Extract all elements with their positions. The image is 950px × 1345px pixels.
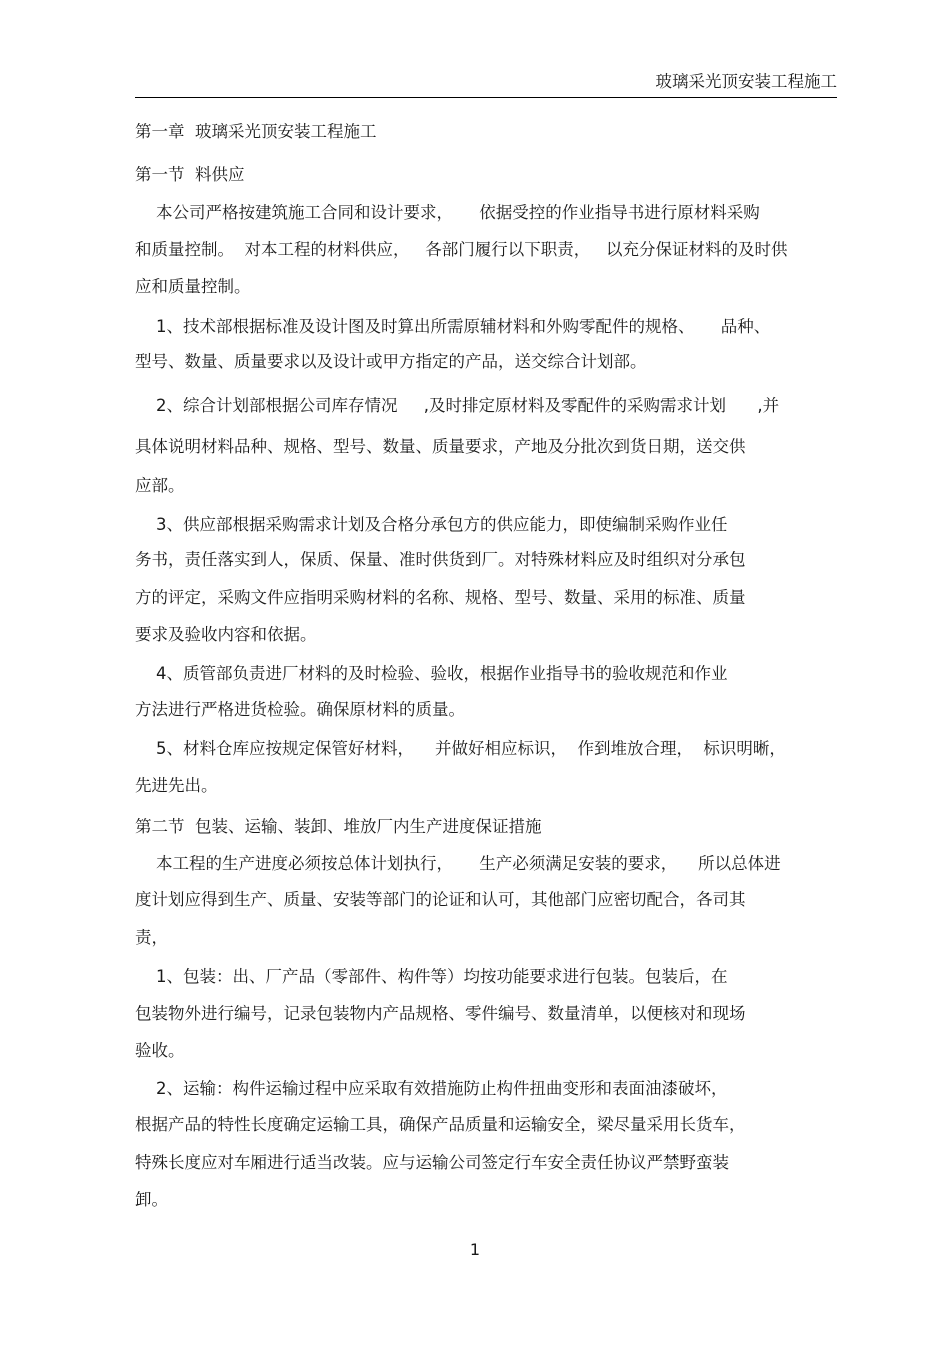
paragraph-line: 1、技术部根据标准及设计图及时算出所需原辅材料和外购零配件的规格、 品种、 <box>135 317 771 336</box>
page-number: 1 <box>469 1240 481 1259</box>
paragraph-line: 先进先出。 <box>135 776 218 795</box>
paragraph-line: 2、综合计划部根据公司库存情况 ,及时排定原材料及零配件的采购需求计划 ,并 <box>135 396 780 415</box>
paragraph-line: 本公司严格按建筑施工合同和设计要求， 依据受控的作业指导书进行原材料采购 <box>135 203 760 222</box>
paragraph-line: 本工程的生产进度必须按总体计划执行， 生产必须满足安装的要求， 所以总体进 <box>135 854 781 873</box>
section-title: 第二节 包装、运输、装卸、堆放厂内生产进度保证措施 <box>135 817 542 836</box>
paragraph-line: 度计划应得到生产、质量、安装等部门的论证和认可，其他部门应密切配合，各司其 <box>135 890 746 909</box>
paragraph-line: 根据产品的特性长度确定运输工具，确保产品质量和运输安全，梁尽量采用长货车， <box>135 1115 746 1134</box>
paragraph-line: 方法进行严格进货检验。确保原材料的质量。 <box>135 700 465 719</box>
paragraph-line: 卸。 <box>135 1190 168 1209</box>
paragraph-line: 包装物外进行编号，记录包装物内产品规格、零件编号、数量清单，以便核对和现场 <box>135 1004 746 1023</box>
paragraph-line: 5、材料仓库应按规定保管好材料， 并做好相应标识， 作到堆放合理， 标识明晰， <box>135 739 786 758</box>
paragraph-line: 应部。 <box>135 476 185 495</box>
paragraph-line: 4、质管部负责进厂材料的及时检验、验收，根据作业指导书的验收规范和作业 <box>135 664 728 683</box>
paragraph-line: 型号、数量、质量要求以及设计或甲方指定的产品，送交综合计划部。 <box>135 352 647 371</box>
chapter-title: 第一章 玻璃采光顶安装工程施工 <box>135 122 377 141</box>
paragraph-line: 要求及验收内容和依据。 <box>135 625 317 644</box>
header-divider <box>135 97 837 98</box>
paragraph-line: 1、包装：出、厂产品（零部件、构件等）均按功能要求进行包装。包装后，在 <box>135 967 728 986</box>
paragraph-line: 方的评定，采购文件应指明采购材料的名称、规格、型号、数量、采用的标准、质量 <box>135 588 746 607</box>
paragraph-line: 责， <box>135 928 168 947</box>
section-title: 第一节 料供应 <box>135 165 245 184</box>
paragraph-line: 和质量控制。 对本工程的材料供应， 各部门履行以下职责， 以充分保证材料的及时供 <box>135 240 788 259</box>
paragraph-line: 特殊长度应对车厢进行适当改装。应与运输公司签定行车安全责任协议严禁野蛮装 <box>135 1153 729 1172</box>
paragraph-line: 应和质量控制。 <box>135 277 251 296</box>
running-header: 玻璃采光顶安装工程施工 <box>655 72 837 91</box>
paragraph-line: 验收。 <box>135 1041 185 1060</box>
paragraph-line: 2、运输：构件运输过程中应采取有效措施防止构件扭曲变形和表面油漆破坏， <box>135 1079 728 1098</box>
paragraph-line: 务书，责任落实到人，保质、保量、准时供货到厂。对特殊材料应及时组织对分承包 <box>135 550 746 569</box>
paragraph-line: 3、供应部根据采购需求计划及合格分承包方的供应能力，即使编制采购作业任 <box>135 515 728 534</box>
paragraph-line: 具体说明材料品种、规格、型号、数量、质量要求，产地及分批次到货日期，送交供 <box>135 437 746 456</box>
